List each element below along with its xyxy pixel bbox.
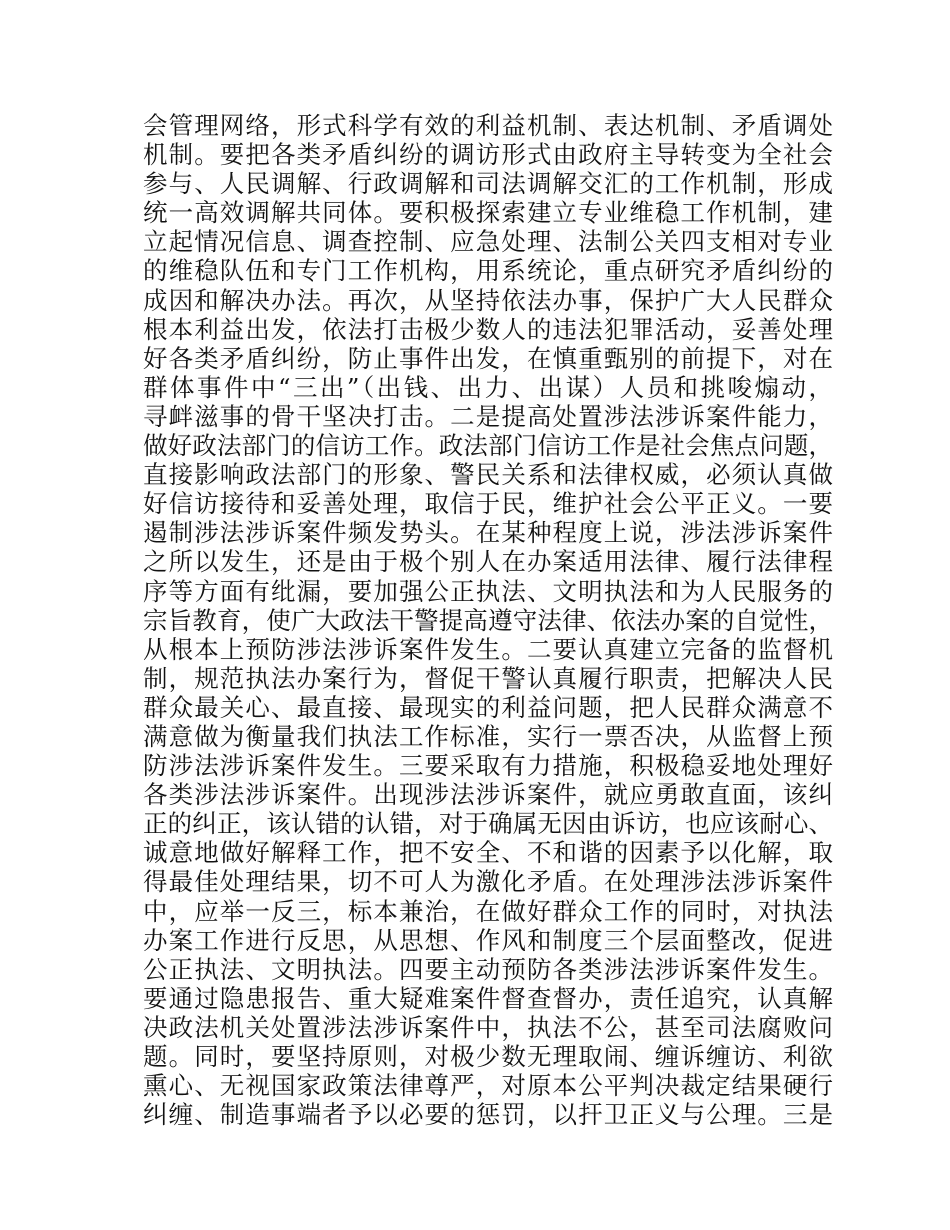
text-line: 群众最关心、最直接、最现实的利益问题，把人民群众满意不 <box>143 692 833 722</box>
text-line: 机制。要把各类矛盾纠纷的调访形式由政府主导转变为全社会 <box>143 140 833 170</box>
text-line: 参与、人民调解、行政调解和司法调解交汇的工作机制，形成 <box>143 169 833 199</box>
text-line: 好各类矛盾纠纷，防止事件出发，在慎重甄别的前提下，对在 <box>143 343 833 373</box>
text-line: 题。同时，要坚持原则，对极少数无理取闹、缠诉缠访、利欲 <box>143 1042 833 1071</box>
text-line: 决政法机关处置涉法涉诉案件中，执法不公，甚至司法腐败问 <box>143 1012 833 1042</box>
text-line: 得最佳处理结果，切不可人为激化矛盾。在处理涉法涉诉案件 <box>143 867 833 897</box>
text-line: 防涉法涉诉案件发生。三要采取有力措施，积极稳妥地处理好 <box>143 751 833 781</box>
text-line: 宗旨教育，使广大政法干警提高遵守法律、依法办案的自觉性， <box>143 605 833 635</box>
text-line: 直接影响政法部门的形象、警民关系和法律权威，必须认真做 <box>143 460 833 490</box>
text-line: 寻衅滋事的骨干坚决打击。二是提高处置涉法涉诉案件能力， <box>143 401 833 431</box>
text-line: 要通过隐患报告、重大疑难案件督查督办，责任追究，认真解 <box>143 983 833 1013</box>
text-line: 各类涉法涉诉案件。出现涉法涉诉案件，就应勇敢直面，该纠 <box>143 780 833 810</box>
text-line: 会管理网络，形式科学有效的利益机制、表达机制、矛盾调处 <box>143 111 833 140</box>
text-line: 中，应举一反三，标本兼治，在做好群众工作的同时，对执法 <box>143 896 833 926</box>
text-line: 的维稳队伍和专门工作机构，用系统论，重点研究矛盾纠纷的 <box>143 256 833 286</box>
text-line: 群体事件中“三出”（出钱、出力、出谋）人员和挑唆煽动， <box>143 372 833 402</box>
text-line: 根本利益出发，依法打击极少数人的违法犯罪活动，妥善处理 <box>143 314 833 344</box>
text-line: 统一高效调解共同体。要积极探索建立专业维稳工作机制，建 <box>143 198 833 228</box>
text-line: 满意做为衡量我们执法工作标准，实行一票否决，从监督上预 <box>143 721 833 751</box>
text-line: 纠缠、制造事端者予以必要的惩罚，以扞卫正义与公理。三是 <box>143 1100 833 1130</box>
text-line: 成因和解决办法。再次，从坚持依法办事，保护广大人民群众 <box>143 285 833 315</box>
text-line: 从根本上预防涉法涉诉案件发生。二要认真建立完备的监督机 <box>143 634 833 664</box>
text-line: 做好政法部门的信访工作。政法部门信访工作是社会焦点问题， <box>143 431 833 461</box>
text-line: 遏制涉法涉诉案件频发势头。在某种程度上说，涉法涉诉案件 <box>143 518 833 548</box>
text-line: 公正执法、文明执法。四要主动预防各类涉法涉诉案件发生。 <box>143 954 833 984</box>
text-line: 熏心、无视国家政策法律尊严，对原本公平判决裁定结果硬行 <box>143 1071 833 1101</box>
text-line: 序等方面有纰漏，要加强公正执法、文明执法和为人民服务的 <box>143 576 833 606</box>
text-line: 制，规范执法办案行为，督促干警认真履行职责，把解决人民 <box>143 663 833 693</box>
text-line: 立起情况信息、调查控制、应急处理、法制公关四支相对专业 <box>143 227 833 257</box>
body-text <box>143 111 833 1129</box>
text-line: 正的纠正，该认错的认错，对于确属无因由诉访，也应该耐心、 <box>143 809 833 839</box>
text-line: 之所以发生，还是由于极个别人在办案适用法律、履行法律程 <box>143 547 833 577</box>
text-line: 诚意地做好解释工作，把不安全、不和谐的因素予以化解，取 <box>143 838 833 868</box>
text-line: 好信访接待和妥善处理，取信于民，维护社会公平正义。一要 <box>143 489 833 519</box>
text-line: 办案工作进行反思，从思想、作风和制度三个层面整改，促进 <box>143 925 833 955</box>
